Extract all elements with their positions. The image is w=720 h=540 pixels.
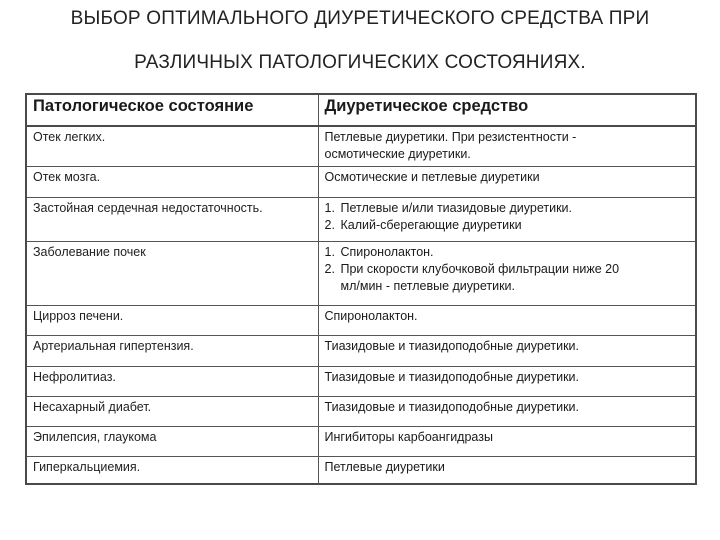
therapy-cell — [318, 366, 696, 396]
column-header-diuretic: Диуретическое средство — [318, 94, 696, 126]
therapy-number: 1. — [324, 244, 335, 259]
therapy-cell — [318, 197, 696, 241]
condition-cell: Нефролитиаз. — [26, 366, 318, 396]
therapy-cell — [318, 426, 696, 456]
therapy-cell — [318, 166, 696, 197]
therapy-numbered-line — [325, 217, 690, 234]
therapy-number: 2. — [324, 217, 335, 232]
table-header-row — [26, 94, 696, 126]
therapy-cell — [318, 456, 696, 484]
therapy-line: Петлевые диуретики. При резистентности - — [324, 130, 577, 144]
table-row — [26, 166, 696, 197]
table-row — [26, 305, 696, 335]
diuretic-selection-table — [25, 93, 697, 485]
table-row — [26, 396, 696, 426]
therapy-numbered-line — [325, 278, 690, 295]
therapy-number: 2. — [324, 261, 335, 276]
condition-cell: Отек легких. — [26, 126, 318, 166]
therapy-number: 1. — [324, 200, 335, 215]
therapy-line: Петлевые диуретики — [324, 459, 445, 474]
therapy-cell — [318, 241, 696, 305]
condition-cell: Цирроз печени. — [26, 305, 318, 335]
therapy-numbered-line — [325, 200, 690, 217]
page-title-line-2: РАЗЛИЧНЫХ ПАТОЛОГИЧЕСКИХ СОСТОЯНИЯХ. — [134, 52, 586, 73]
therapy-line: осмотические диуретики. — [324, 147, 471, 161]
therapy-numbered-line — [325, 244, 690, 261]
condition-cell: Несахарный диабет. — [26, 396, 318, 426]
table-row — [26, 241, 696, 305]
table-row — [26, 335, 696, 366]
therapy-line: Тиазидовые и тиазидоподобные диуретики. — [324, 399, 579, 414]
therapy-cell — [318, 396, 696, 426]
therapy-line: Спиронолактон. — [324, 308, 418, 323]
therapy-text: Спиронолактон. — [340, 244, 434, 259]
therapy-line: Осмотические и петлевые диуретики — [324, 169, 540, 184]
therapy-text: Петлевые и/или тиазидовые диуретики. — [340, 200, 572, 215]
table-row — [26, 366, 696, 396]
condition-cell: Эпилепсия, глаукома — [26, 426, 318, 456]
condition-cell: Застойная сердечная недостаточность. — [26, 197, 318, 241]
therapy-cell — [318, 335, 696, 366]
therapy-line: Тиазидовые и тиазидоподобные диуретики. — [324, 369, 579, 384]
condition-cell: Гиперкальциемия. — [26, 456, 318, 484]
therapy-cell — [318, 126, 696, 166]
therapy-text: При скорости клубочковой фильтрации ниже 20 — [340, 261, 620, 276]
condition-cell: Артериальная гипертензия. — [26, 335, 318, 366]
condition-cell: Заболевание почек — [26, 241, 318, 305]
table-row — [26, 197, 696, 241]
column-header-condition: Патологическое состояние — [26, 94, 318, 126]
therapy-text: Калий-сберегающие диуретики — [340, 217, 522, 232]
therapy-numbered-line — [325, 261, 690, 278]
therapy-cell — [318, 305, 696, 335]
table-row — [26, 126, 696, 166]
condition-cell: Отек мозга. — [26, 166, 318, 197]
table-row — [26, 426, 696, 456]
therapy-line: Тиазидовые и тиазидоподобные диуретики. — [324, 338, 579, 353]
therapy-line: Ингибиторы карбоангидразы — [324, 429, 493, 444]
therapy-text: мл/мин - петлевые диуретики. — [340, 278, 516, 293]
page-title-line-1: ВЫБОР ОПТИМАЛЬНОГО ДИУРЕТИЧЕСКОГО СРЕДСТВА ПРИ — [70, 8, 650, 29]
table-row — [26, 456, 696, 484]
